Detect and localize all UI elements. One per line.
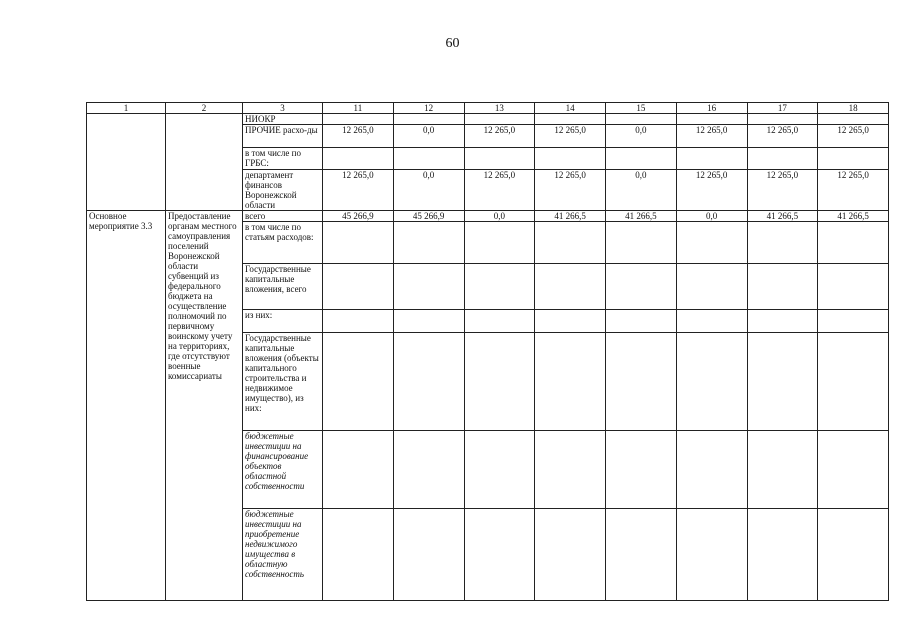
row-label-capital-total: Государственные капитальные вложения, всего <box>243 264 323 310</box>
header-cell: 16 <box>676 103 747 114</box>
value-cell: 12 265,0 <box>535 125 606 148</box>
header-cell: 15 <box>606 103 677 114</box>
value-cell: 0,0 <box>393 125 464 148</box>
header-cell: 2 <box>166 103 243 114</box>
table-row <box>87 114 889 125</box>
value-cell: 0,0 <box>606 125 677 148</box>
row-label-investment-acquisition: бюджетные инвестиции на приобретение недвижимого имущества в областную собственность <box>243 509 323 601</box>
value-cell: 12 265,0 <box>323 170 394 211</box>
value-cell: 12 265,0 <box>747 170 818 211</box>
row-label-department: департамент финансов Воронежской области <box>243 170 323 211</box>
header-cell: 12 <box>393 103 464 114</box>
value-cell: 41 266,5 <box>535 211 606 222</box>
value-cell: 0,0 <box>676 211 747 222</box>
value-cell: 12 265,0 <box>818 170 889 211</box>
value-cell: 12 265,0 <box>464 125 535 148</box>
value-cell: 45 266,9 <box>393 211 464 222</box>
header-row <box>87 103 889 114</box>
value-cell: 12 265,0 <box>676 125 747 148</box>
header-cell: 13 <box>464 103 535 114</box>
value-cell: 12 265,0 <box>747 125 818 148</box>
value-cell: 45 266,9 <box>323 211 394 222</box>
value-cell: 12 265,0 <box>818 125 889 148</box>
row-label-capital-objects: Государственные капитальные вложения (объекты капитального строительства и недвижимое имущество), из них: <box>243 333 323 431</box>
page-number: 60 <box>445 36 460 51</box>
header-cell: 17 <box>747 103 818 114</box>
row-label-investment-financing: бюджетные инвестиции на финансирование объектов областной собственности <box>243 431 323 509</box>
value-cell: 41 266,5 <box>747 211 818 222</box>
empty-cell <box>166 114 243 211</box>
value-cell: 0,0 <box>606 170 677 211</box>
value-cell: 0,0 <box>393 170 464 211</box>
table-row <box>87 211 889 222</box>
value-cell: 41 266,5 <box>606 211 677 222</box>
row-label-total: всего <box>243 211 323 222</box>
header-cell: 1 <box>87 103 166 114</box>
value-cell: 0,0 <box>464 211 535 222</box>
value-cell: 12 265,0 <box>676 170 747 211</box>
measure-name: Основное мероприятие 3.3 <box>87 211 166 601</box>
row-label-of-them: из них: <box>243 310 323 333</box>
row-label-incl-grbs: в том числе по ГРБС: <box>243 148 323 170</box>
value-cell: 12 265,0 <box>535 170 606 211</box>
row-label-niokr: НИОКР <box>243 114 323 125</box>
value-cell: 12 265,0 <box>464 170 535 211</box>
empty-cell <box>87 114 166 211</box>
row-label-other-expenses: ПРОЧИЕ расхо-ды <box>243 125 323 148</box>
row-label-incl-articles: в том числе по статьям расходов: <box>243 222 323 264</box>
header-cell: 11 <box>323 103 394 114</box>
budget-table <box>86 102 889 601</box>
header-cell: 14 <box>535 103 606 114</box>
value-cell: 12 265,0 <box>323 125 394 148</box>
measure-description: Предоставление органам местного самоуправления поселений Воронежской области субвенций из федерального бюджета на осуществление полномочий по первичному воинскому учету на территориях, где отсутствуют военные комиссариаты <box>166 211 243 601</box>
value-cell: 41 266,5 <box>818 211 889 222</box>
header-cell: 3 <box>243 103 323 114</box>
header-cell: 18 <box>818 103 889 114</box>
